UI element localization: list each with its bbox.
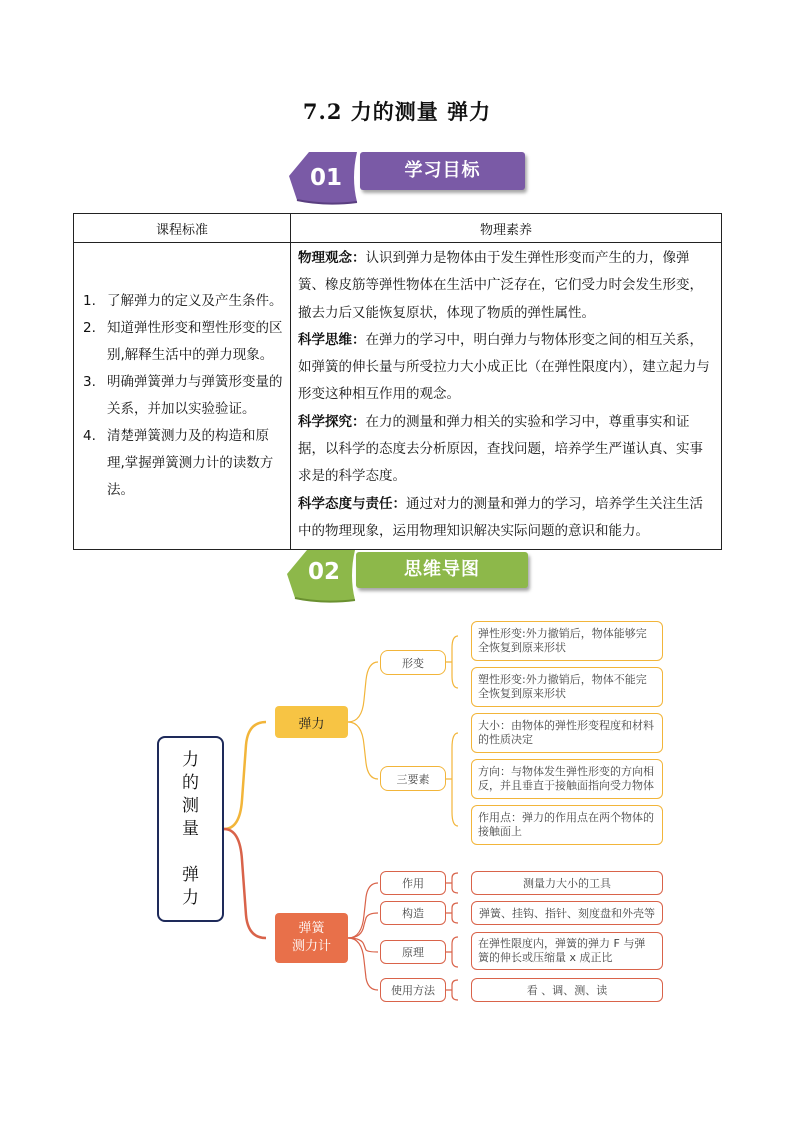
literacy-label: 科学思维： — [298, 331, 366, 348]
literacy-paragraph: 科学态度与责任：通过对力的测量和弹力的学习，培养学生关注生活中的物理现象，运用物理知识解决实际问题的意识和能力。 — [298, 495, 703, 539]
section-number: 02 — [307, 559, 340, 585]
col-header-standards: 课程标准 — [74, 214, 291, 243]
leaf-plastic-deformation: 塑性形变:外力撤销后，物体不能完全恢复到原来形状 — [471, 667, 663, 707]
section-label-banner: 思维导图 — [356, 552, 528, 588]
leaf-point-of-action: 作用点：弹力的作用点在两个物体的接触面上 — [471, 805, 663, 845]
leaf-structure: 弹簧、挂钩、指针、刻度盘和外壳等 — [471, 901, 663, 925]
literacy-label: 科学探究： — [298, 413, 366, 430]
leaf-magnitude: 大小：由物体的弹性形变程度和材料的性质决定 — [471, 713, 663, 753]
leaf-usage: 看 、调、测、读 — [471, 978, 663, 1002]
branch-elastic-force: 弹力 — [275, 706, 348, 738]
leaf-principle: 在弹性限度内，弹簧的弹力 F 与弹簧的伸长或压缩量 x 成正比 — [471, 932, 663, 970]
leaf-elastic-deformation: 弹性形变:外力撤销后，物体能够完全恢复到原来形状 — [471, 621, 663, 661]
sub-function: 作用 — [380, 871, 446, 895]
standard-item: 1. 了解弹力的定义及产生条件。 — [83, 293, 283, 310]
section-number: 01 — [309, 165, 342, 191]
sub-deformation: 形变 — [380, 650, 446, 675]
literacy-label: 科学态度与责任： — [298, 495, 406, 512]
standard-item: 2. 知道弹性形变和塑性形变的区别,解释生活中的弹力现象。 — [83, 320, 283, 364]
page-title: 7.2 力的测量 弹力 — [302, 99, 492, 124]
branch-spring-scale: 弹簧 测力计 — [275, 913, 348, 963]
sub-three-elements: 三要素 — [380, 766, 446, 791]
leaf-direction: 方向：与物体发生弹性形变的方向相反，并且垂直于接触面指向受力物体 — [471, 759, 663, 799]
literacy-paragraph: 物理观念：认识到弹力是物体由于发生弹性形变而产生的力，像弹簧、橡皮筋等弹性物体在生活中广泛存在，它们受力时会发生形变，撤去力后又能恢复原状，体现了物质的弹性属性。 — [298, 250, 703, 321]
literacy-paragraph: 科学探究：在力的测量和弹力相关的实验和学习中，尊重事实和证据，以科学的态度去分析原因，查找问题，培养学生严谨认真、实事求是的科学态度。 — [298, 413, 703, 485]
sub-usage: 使用方法 — [380, 978, 446, 1002]
mindmap-root: 力 的 测 量 弹 力 — [157, 736, 224, 922]
standard-item: 4. 清楚弹簧测力及的构造和原理,掌握弹簧测力计的读数方法。 — [83, 428, 274, 499]
literacy-paragraph: 科学思维：在弹力的学习中，明白弹力与物体形变之间的相互关系，如弹簧的伸长量与所受拉力大小成正比（在弹性限度内），建立起力与形变这种相互作用的观念。 — [298, 331, 710, 403]
section-label-banner: 学习目标 — [360, 152, 525, 190]
col-header-literacy: 物理素养 — [291, 214, 722, 243]
leaf-function: 测量力大小的工具 — [471, 871, 663, 895]
sub-principle: 原理 — [380, 940, 446, 964]
standard-item: 3. 明确弹簧弹力与弹簧形变量的关系，并加以实验验证。 — [83, 374, 283, 418]
literacy-label: 物理观念： — [298, 250, 366, 266]
sub-structure: 构造 — [380, 901, 446, 925]
